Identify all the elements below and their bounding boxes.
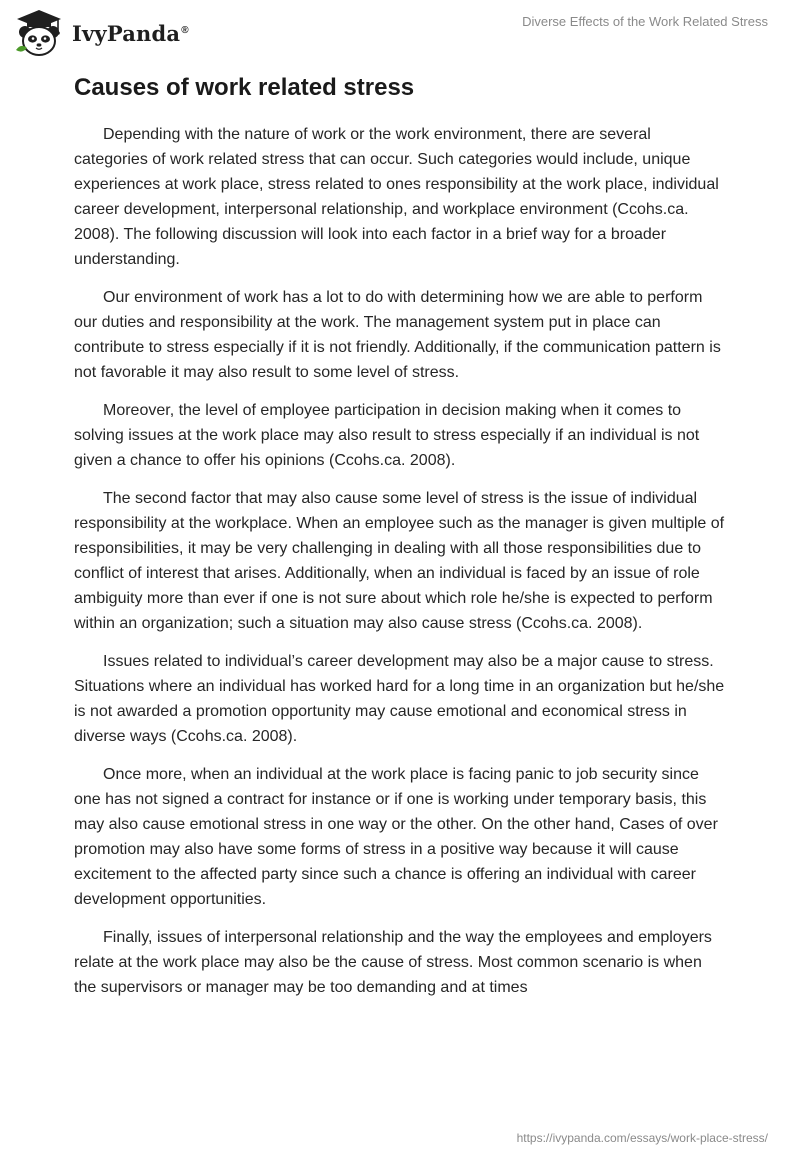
article-body	[74, 72, 726, 1013]
document-title: Diverse Effects of the Work Related Stress	[522, 14, 768, 29]
section-heading: Causes of work related stress	[74, 74, 415, 101]
paragraph: Our environment of work has a lot to do with determining how we are able to perform our duties and responsibility at the work. The management system put in place can contribute to stress especially if it is not friendly. Additionally, if the communication pattern is not favorable it may also result to some level of stress.	[74, 289, 721, 381]
paragraph: Depending with the nature of work or the work environment, there are several categories of work related stress that can occur. Such categories would include, unique experiences at work place, stress related to ones responsibility at the work place, individual career development, interpersonal relationship, and workplace environment (Ccohs.ca. 2008). The following discussion will look into each factor in a brief way for a broader understanding.	[74, 126, 719, 268]
source-url-link[interactable]: https://ivypanda.com/essays/work-place-stress/	[516, 1131, 768, 1145]
paragraph: The second factor that may also cause some level of stress is the issue of individual responsibility at the workplace. When an employee such as the manager is given multiple of responsibilities, it may be very challenging in dealing with all those responsibilities due to conflict of interest that arises. Additionally, when an individual is faced by an issue of role ambiguity more than ever if one is not sure about which role he/she is expected to perform within an organization; such a situation may also cause stress (Ccohs.ca. 2008).	[74, 490, 725, 632]
paragraph: Moreover, the level of employee participation in decision making when it comes to solving issues at the work place may also result to stress especially if an individual is not given a chance to offer his opinions (Ccohs.ca. 2008).	[74, 402, 700, 469]
ivypanda-logo[interactable]	[14, 8, 189, 58]
panda-graduate-icon	[14, 8, 64, 58]
logo-text: IvyPanda®	[72, 20, 189, 46]
paragraph: Finally, issues of interpersonal relationship and the way the employees and employers relate at the work place may also be the cause of stress. Most common scenario is when the supervisors or manager may be too demanding and at times	[74, 929, 712, 996]
page-header	[0, 0, 800, 70]
paragraph: Issues related to individual’s career development may also be a major cause to stress. Situations where an individual has worked hard for a long time in an organization but he/she is not awarded a promotion opportunity may cause emotional and economical stress in diverse ways (Ccohs.ca. 2008).	[74, 653, 725, 745]
paragraph: Once more, when an individual at the work place is facing panic to job security since one has not signed a contract for instance or if one is working under temporary basis, this may also cause emotional stress in one way or the other. On the other hand, Cases of over promotion may also have some forms of stress in a positive way because it will cause excitement to the affected party since such a chance is offering an individual with career development opportunities.	[74, 766, 718, 908]
